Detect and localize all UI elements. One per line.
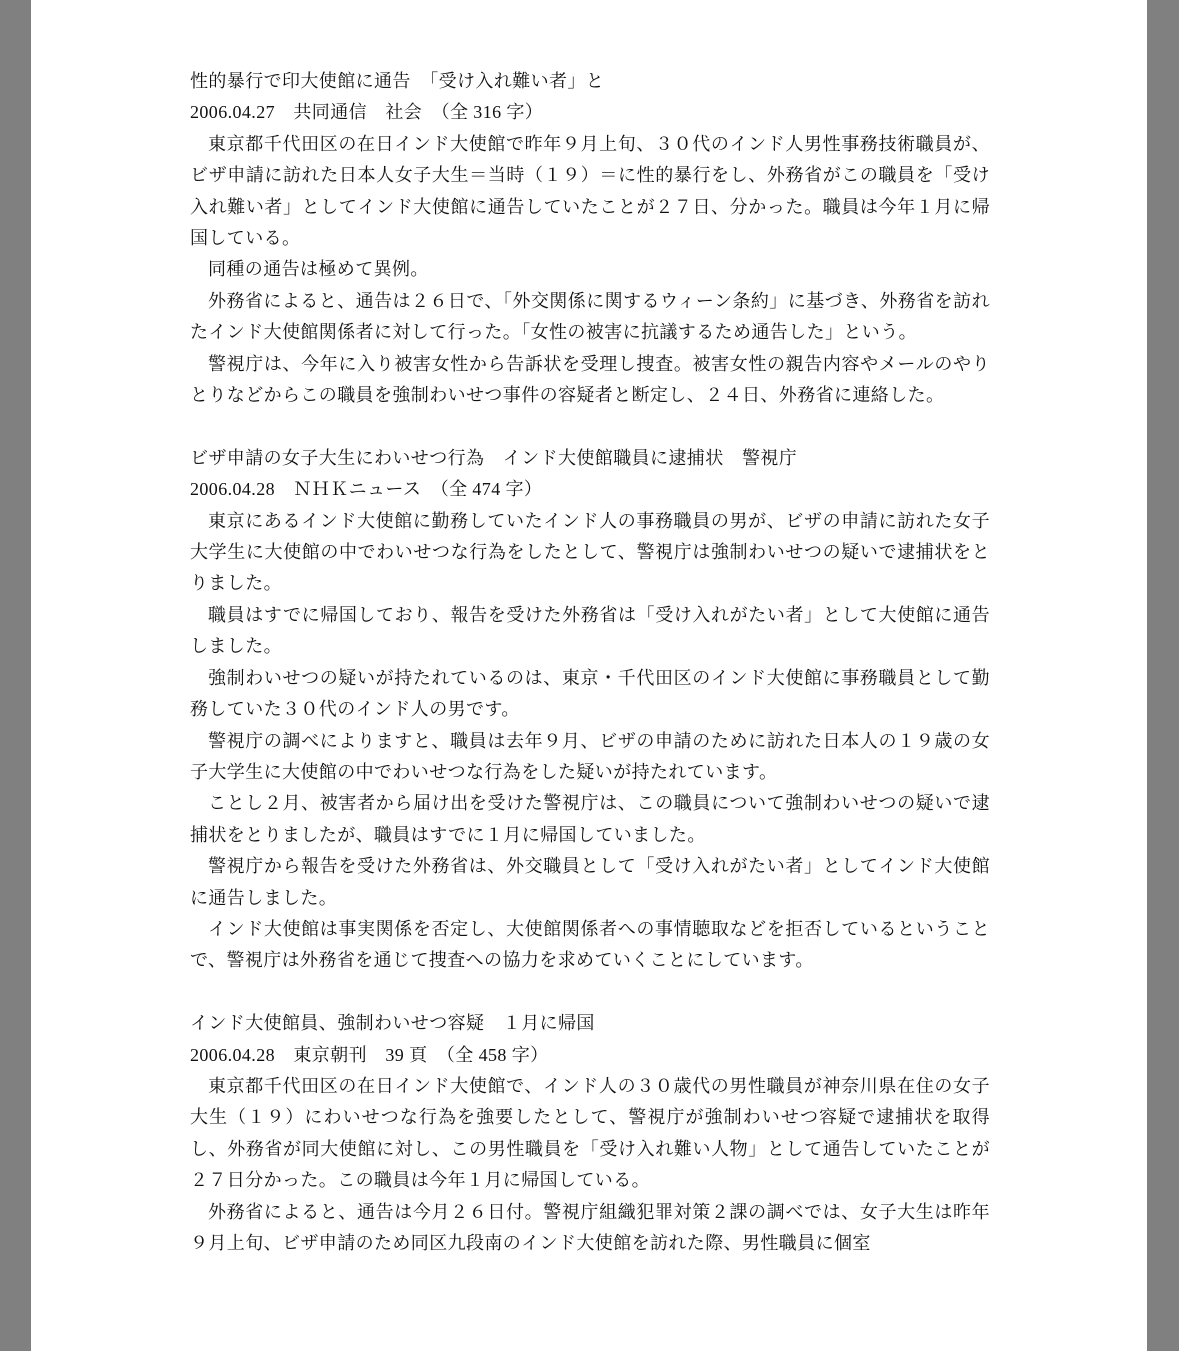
article-2 xyxy=(190,443,990,977)
article-meta: 2006.04.27 共同通信 社会 （全 316 字） xyxy=(190,102,544,123)
article-headline: 性的暴行で印大使館に通告 「受け入れ難い者」と xyxy=(190,71,605,92)
article-paragraph: 警視庁から報告を受けた外務省は、外交職員として「受け入れがたい者」としてインド大使館に通告しました。 xyxy=(190,856,990,909)
article-list xyxy=(190,66,990,1259)
article-meta: 2006.04.28 ＮＨＫニュース （全 474 字） xyxy=(190,479,543,500)
article-meta: 2006.04.28 東京朝刊 39 頁 （全 458 字） xyxy=(190,1044,549,1065)
article-paragraph: 警視庁は、今年に入り被害女性から告訴状を受理し捜査。被害女性の親告内容やメールのやりとりなどからこの職員を強制わいせつ事件の容疑者と断定し、２４日、外務省に連絡した。 xyxy=(190,353,990,407)
article-paragraph: 外務省によると、通告は今月２６日付。警視庁組織犯罪対策２課の調べでは、女子大生は昨年９月上旬、ビザ申請のため同区九段南のインド大使館を訪れた際、男性職員に個室 xyxy=(190,1201,990,1254)
article-paragraph: ことし２月、被害者から届け出を受けた警視庁は、この職員について強制わいせつの疑いで逮捕状をとりましたが、職員はすでに１月に帰国していました。 xyxy=(190,793,990,846)
article-paragraph: 東京にあるインド大使館に勤務していたインド人の事務職員の男が、ビザの申請に訪れた女子大学生に大使館の中でわいせつな行為をしたとして、警視庁は強制わいせつの疑いで逮捕状をとりました。 xyxy=(190,510,990,595)
article-headline: インド大使館員、強制わいせつ容疑 １月に帰国 xyxy=(190,1013,595,1035)
article-paragraph: インド大使館は事実関係を否定し、大使館関係者への事情聴取などを拒否しているということで、警視庁は外務省を通じて捜査への協力を求めていくことにしています。 xyxy=(190,918,990,972)
article-paragraph: 職員はすでに帰国しており、報告を受けた外務省は「受け入れがたい者」として大使館に通告しました。 xyxy=(190,604,990,658)
article-1 xyxy=(190,66,990,411)
article-paragraph: 同種の通告は極めて異例。 xyxy=(208,259,429,281)
article-paragraph: 東京都千代田区の在日インド大使館で、インド人の３０歳代の男性職員が神奈川県在住の女子大生（１９）にわいせつな行為を強要したとして、警視庁が強制わいせつ容疑で逮捕状を取得し、外務省が同大使館に対し、この男性職員を「受け入れ難い人物」として通告していたことが２７日分かった。この職員は今年１月に帰国している。 xyxy=(190,1075,990,1192)
article-paragraph: 東京都千代田区の在日インド大使館で昨年９月上旬、３０代のインド人男性事務技術職員が、ビザ申請に訪れた日本人女子大生＝当時（１９）＝に性的暴行をし、外務省がこの職員を「受け入れ難い者」としてインド大使館に通告していたことが２７日、分かった。職員は今年１月に帰国している。 xyxy=(190,133,990,250)
article-paragraph: 外務省によると、通告は２６日で、「外交関係に関するウィーン条約」に基づき、外務省を訪れたインド大使館関係者に対して行った。「女性の被害に抗議するため通告した」という。 xyxy=(190,290,990,344)
article-paragraph: 強制わいせつの疑いが持たれているのは、東京・千代田区のインド大使館に事務職員として勤務していた３０代のインド人の男です。 xyxy=(190,667,990,721)
document-page xyxy=(31,0,1147,1351)
article-paragraph: 警視庁の調べによりますと、職員は去年９月、ビザの申請のために訪れた日本人の１９歳の女子大学生に大使館の中でわいせつな行為をした疑いが持たれています。 xyxy=(190,730,990,783)
article-headline: ビザ申請の女子大生にわいせつ行為 インド大使館職員に逮捕状 警視庁 xyxy=(190,447,798,469)
article-3 xyxy=(190,1008,990,1259)
